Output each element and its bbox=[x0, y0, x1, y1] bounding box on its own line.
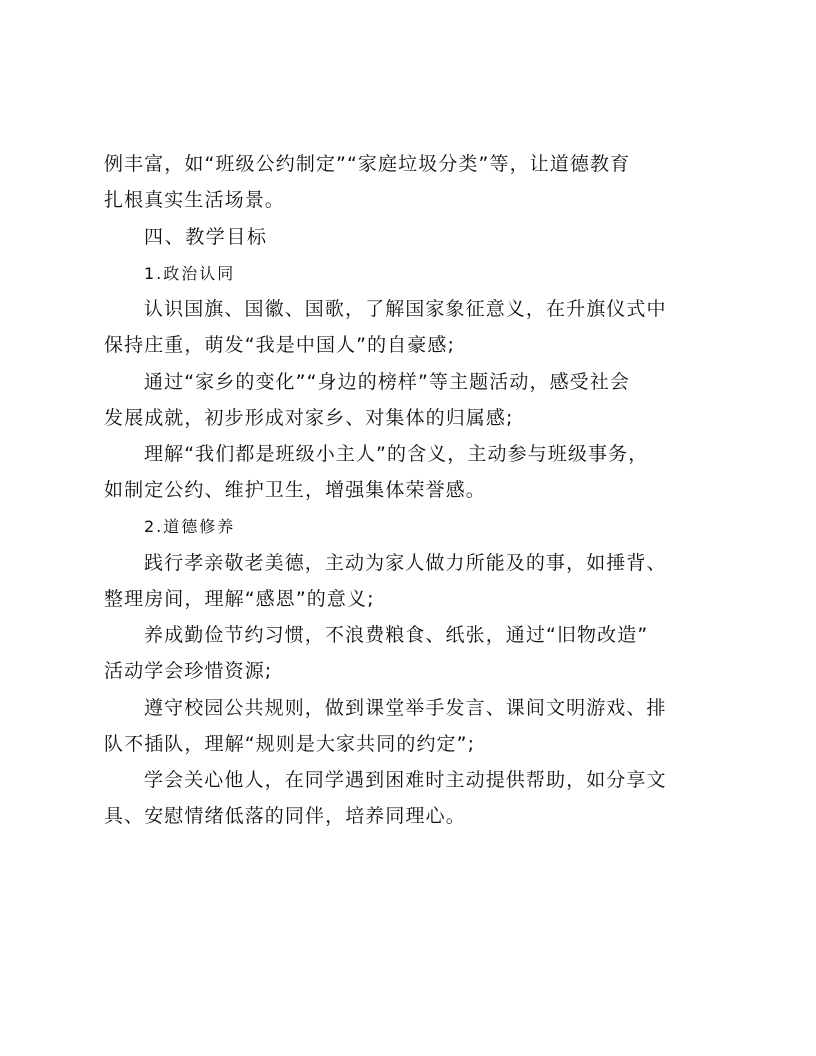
paragraph-3-line-2: 如制定公约、维护卫生，增强集体荣誉感。 bbox=[104, 479, 486, 501]
paragraph-3-line-1: 理解“我们都是班级小主人”的含义，主动参与班级事务， bbox=[144, 443, 649, 465]
paragraph-4-line-1: 践行孝亲敬老美德，主动为家人做力所能及的事，如捶背、 bbox=[144, 552, 667, 574]
subsection-heading-moral: 2.道德修养 bbox=[144, 517, 236, 536]
paragraph-1-line-2: 保持庄重，萌发“我是中国人”的自豪感; bbox=[104, 334, 455, 356]
paragraph-1-line-1: 认识国旗、国徽、国歌，了解国家象征意义，在升旗仪式中 bbox=[144, 298, 667, 320]
paragraph-2-line-2: 发展成就，初步形成对家乡、对集体的归属感; bbox=[104, 407, 514, 429]
section-heading: 四、教学目标 bbox=[144, 226, 268, 248]
paragraph-7-line-2: 具、安慰情绪低落的同伴，培养同理心。 bbox=[104, 805, 466, 827]
paragraph-4-line-2: 整理房间，理解“感恩”的意义; bbox=[104, 588, 375, 610]
intro-line-1: 例丰富，如“班级公约制定”“家庭垃圾分类”等，让道德教育 bbox=[104, 153, 631, 175]
paragraph-6-line-2: 队不插队，理解“规则是大家共同的约定”; bbox=[104, 733, 476, 755]
paragraph-5-line-2: 活动学会珍惜资源; bbox=[104, 660, 273, 682]
paragraph-7-line-1: 学会关心他人，在同学遇到困难时主动提供帮助，如分享文 bbox=[144, 769, 667, 791]
paragraph-6-line-1: 遵守校园公共规则，做到课堂举手发言、课间文明游戏、排 bbox=[144, 697, 667, 719]
intro-line-2: 扎根真实生活场景。 bbox=[104, 189, 285, 211]
paragraph-2-line-1: 通过“家乡的变化”“身边的榜样”等主题活动，感受社会 bbox=[144, 371, 630, 393]
paragraph-5-line-1: 养成勤俭节约习惯，不浪费粮食、纸张，通过“旧物改造” bbox=[144, 624, 649, 646]
subsection-heading-political: 1.政治认同 bbox=[144, 264, 236, 283]
